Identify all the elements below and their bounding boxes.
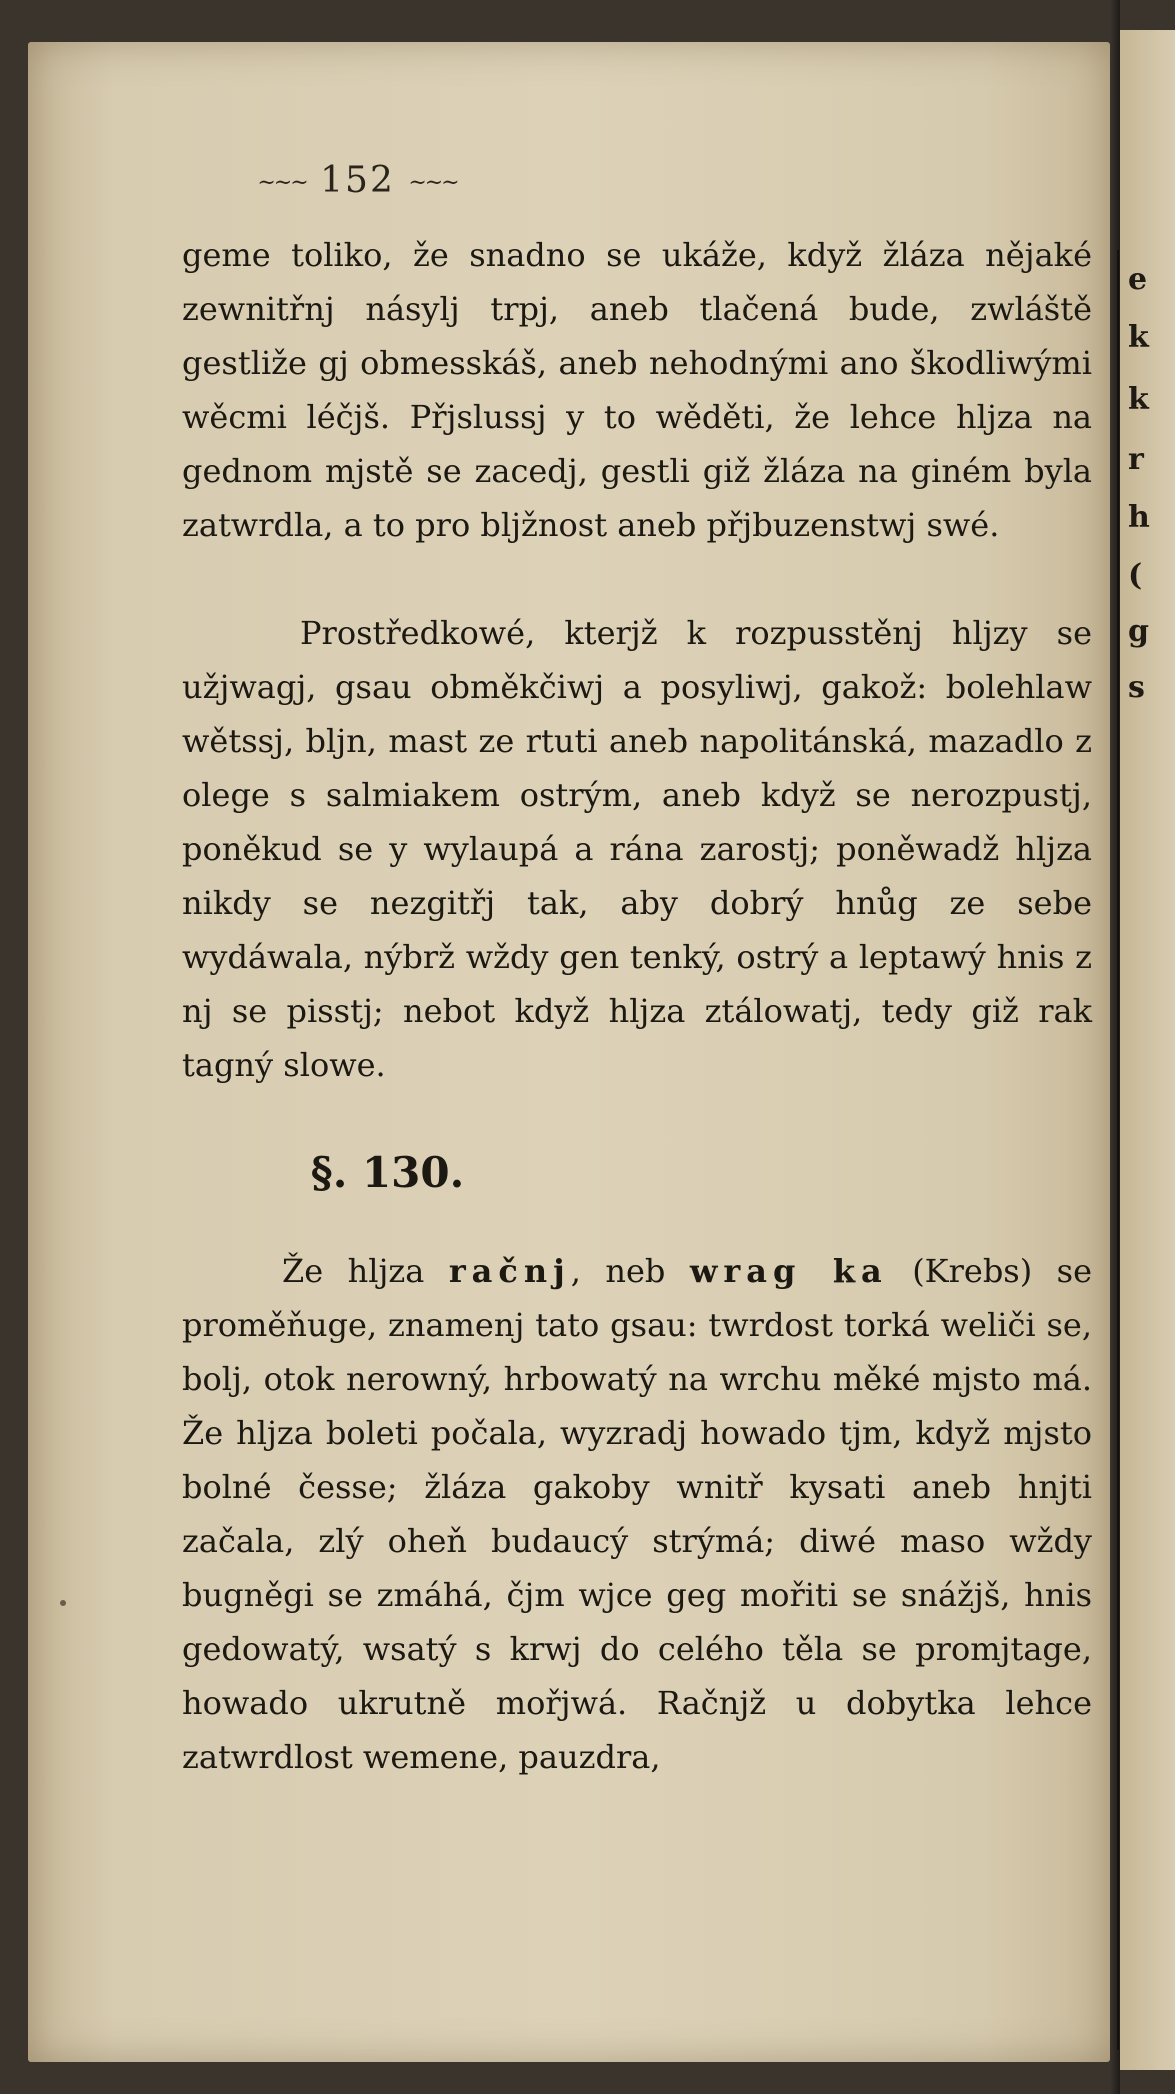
adjacent-page-fragment: ( bbox=[1128, 558, 1143, 593]
adjacent-page-fragment: k bbox=[1128, 320, 1149, 355]
adjacent-page-fragment: g bbox=[1128, 614, 1149, 649]
paragraph-1: geme toliko, že snadno se ukáže, když žláza nějaké zewnitřnj násylj trpj, aneb tlačená bude, zwláště gestliže gj obmesskáš, aneb nehodnými ano škodliwými wěcmi léčjš. Přjslussj y to wěděti, že lehce hljza na gednom mjstě se zacedj, gestli giž žláza na giném byla zatwrdla, a to pro bljžnost aneb přjbuzenstwj swé. bbox=[182, 236, 1092, 544]
page-number: 152 bbox=[320, 160, 395, 201]
ornament-right: ~~~ bbox=[408, 170, 458, 196]
para3-lead: Že hljza bbox=[282, 1252, 449, 1290]
term-wraka: wrag ka bbox=[689, 1252, 888, 1290]
adjacent-page-fragment: k bbox=[1128, 382, 1149, 417]
page-edge-line bbox=[1117, 250, 1119, 2050]
adjacent-page-fragment: e bbox=[1128, 262, 1148, 297]
ornament-left: ~~~ bbox=[257, 170, 307, 196]
adjacent-page-fragment: s bbox=[1128, 670, 1145, 705]
term-racni: račnj bbox=[448, 1252, 571, 1290]
page-header bbox=[0, 160, 945, 201]
adjacent-page-fragment: r bbox=[1128, 442, 1144, 477]
section-heading: §. 130. bbox=[310, 1148, 465, 1197]
paragraph-3 bbox=[182, 1244, 1092, 1784]
para3-body: se proměňuge, znamenj tato gsau: twrdost torká weliči se, bolj, otok nerowný, hrbowatý na wrchu měké mjsto má. Že hljza boleti počala, wyzradj howado tjm, když mjsto bolné česse; žláza gakoby wnitř kysati aneb hnjti začala, zlý oheň budaucý strýmá; diwé maso wždy bugněgi se zmáhá, čjm wjce geg mořiti se snážjš, hnis gedowatý, wsatý s krwj do celého těla se promjtage, howado ukrutně mořjwá. Račnjž u dobytka lehce zatwrdlost wemene, pauzdra, bbox=[182, 1252, 1093, 1776]
paragraph-2: Prostředkowé, kterjž k rozpusstěnj hljzy se užjwagj, gsau obměkčiwj a posyliwj, gakož: bolehlaw wětssj, bljn, mast ze rtuti aneb napolitánská, mazadlo z olege s salmiakem ostrým, aneb když se nerozpustj, poněkud se y wylaupá a rána zarostj; poněwadž hljza nikdy se nezgitřj tak, aby dobrý hnůg ze sebe wydáwala, nýbrž wždy gen tenký, ostrý a leptawý hnis z nj se pisstj; nebot když hljza ztálowatj, tedy giž rak tagný slowe. bbox=[182, 614, 1092, 1084]
ink-speck bbox=[60, 1600, 66, 1606]
adjacent-page-edge bbox=[1120, 30, 1175, 2070]
para3-mid: , neb bbox=[570, 1252, 690, 1290]
adjacent-page-fragment: h bbox=[1128, 500, 1150, 535]
german-term: (Krebs) bbox=[887, 1252, 1033, 1290]
